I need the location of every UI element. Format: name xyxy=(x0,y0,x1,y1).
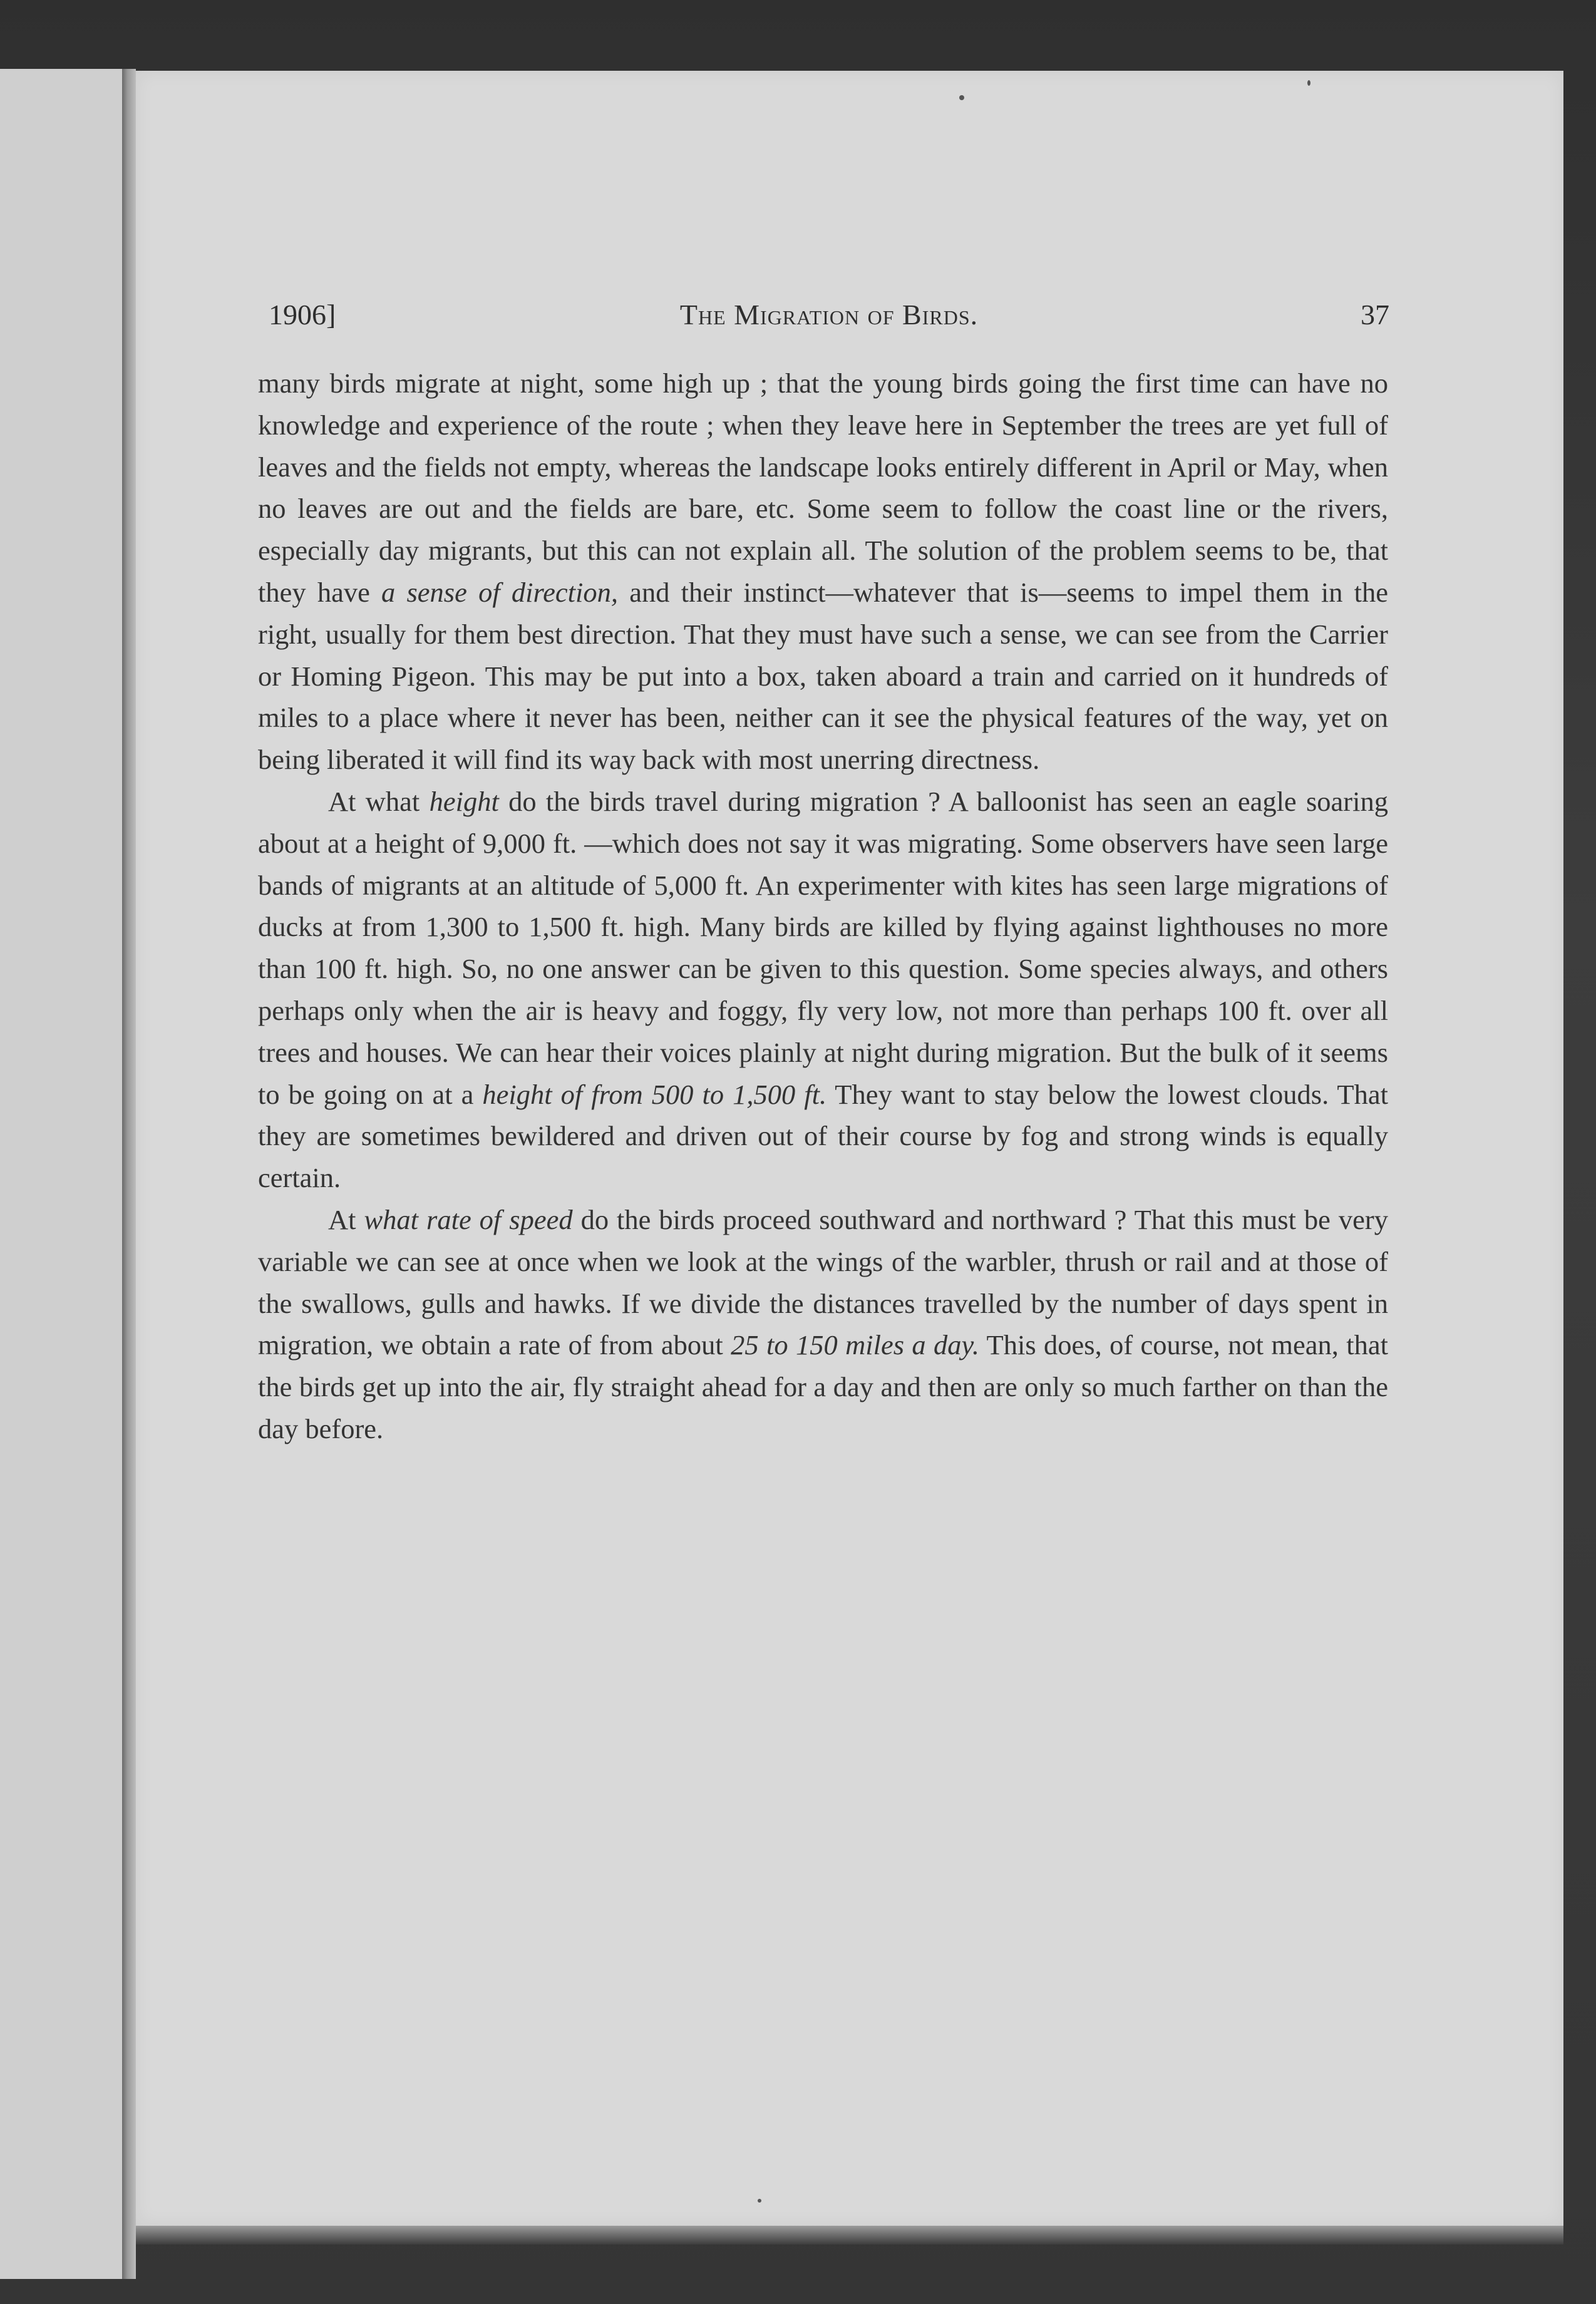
running-head-year: 1906] xyxy=(269,299,336,331)
text-run-italic: 25 to 150 miles a day. xyxy=(731,1329,979,1361)
book-page xyxy=(136,71,1563,2226)
text-run: do the birds travel during migration ? A balloonist has seen an eagle soaring about at a height of 9,000 ft. —which does not say it was migrating. Some observers have seen large bands of migrants at an altitude of 5,000 ft. An experimenter with kites has seen large migrations of ducks at from 1,300 to 1,500 ft. high. Many birds are killed by flying against lighthouses no more than 100 ft. high. So, no one answer can be given to this question. Some species always, and others perhaps only when the air is heavy and foggy, fly very low, not more than perhaps 100 ft. over all trees and houses. We can hear their voices plainly at night during migration. But the bulk of it seems to be going on at a xyxy=(258,785,1388,1110)
running-head xyxy=(269,293,1389,337)
text-run-italic: what rate of speed xyxy=(364,1203,573,1235)
text-run: do the birds proceed southward and northward ? That this must be very variable we can see at once when we look at the wings of the warbler, thrush or rail and at those of the swallows, gulls and hawks. If we divide the distances travelled by the number of days spent in migration, we obtain a rate of from about xyxy=(258,1203,1388,1361)
scan-speck xyxy=(959,95,964,100)
book-spine-shadow xyxy=(122,69,136,2279)
scan-speck xyxy=(1307,80,1310,86)
text-run: many birds migrate at night, some high up ; that the young birds going the first time can have no knowledge and experience of the route ; when they leave here in September the trees are yet full of leaves and the fields not empty, whereas the landscape looks entirely different in April or May, when no leaves are out and the fields are bare, etc. Some seem to follow the coast line or the rivers, especially day migrants, but this can not explain all. The solution of the problem seems to be, that they have xyxy=(258,368,1388,608)
paragraph xyxy=(258,1199,1388,1450)
paragraph xyxy=(258,781,1388,1199)
facing-page-edge xyxy=(0,69,122,2279)
text-run: At xyxy=(328,1203,364,1235)
text-run: This does, of course, not mean, that the birds get up into the air, fly straight ahead for a day and then are only so much farther on than the day before. xyxy=(258,1329,1389,1444)
running-head-title: The Migration of Birds. xyxy=(679,299,979,331)
page-bottom-shadow xyxy=(136,2226,1563,2245)
text-run: They want to stay below the lowest clouds. That they are sometimes bewildered and driven out of their course by fog and strong winds is equally certain. xyxy=(258,1078,1388,1194)
text-run: At what xyxy=(328,785,430,817)
scan-speck xyxy=(758,2199,761,2203)
paragraph xyxy=(258,363,1388,781)
body-text xyxy=(258,363,1388,1450)
page-number: 37 xyxy=(1361,299,1389,331)
text-run-italic: a sense of direction, xyxy=(381,576,619,608)
text-run: and their instinct—whatever that is—seems to impel them in the right, usually for them best direction. That they must have such a sense, we can see from the Carrier or Homing Pigeon. This may be put into a box, taken aboard a train and carried on it hundreds of miles to a place where it never has been, neither can it see the physical features of the way, yet on being liberated it will find its way back with most unerring directness. xyxy=(258,576,1389,776)
text-run-italic: height of from 500 to 1,500 ft. xyxy=(482,1078,827,1110)
text-run-italic: height xyxy=(429,785,499,817)
